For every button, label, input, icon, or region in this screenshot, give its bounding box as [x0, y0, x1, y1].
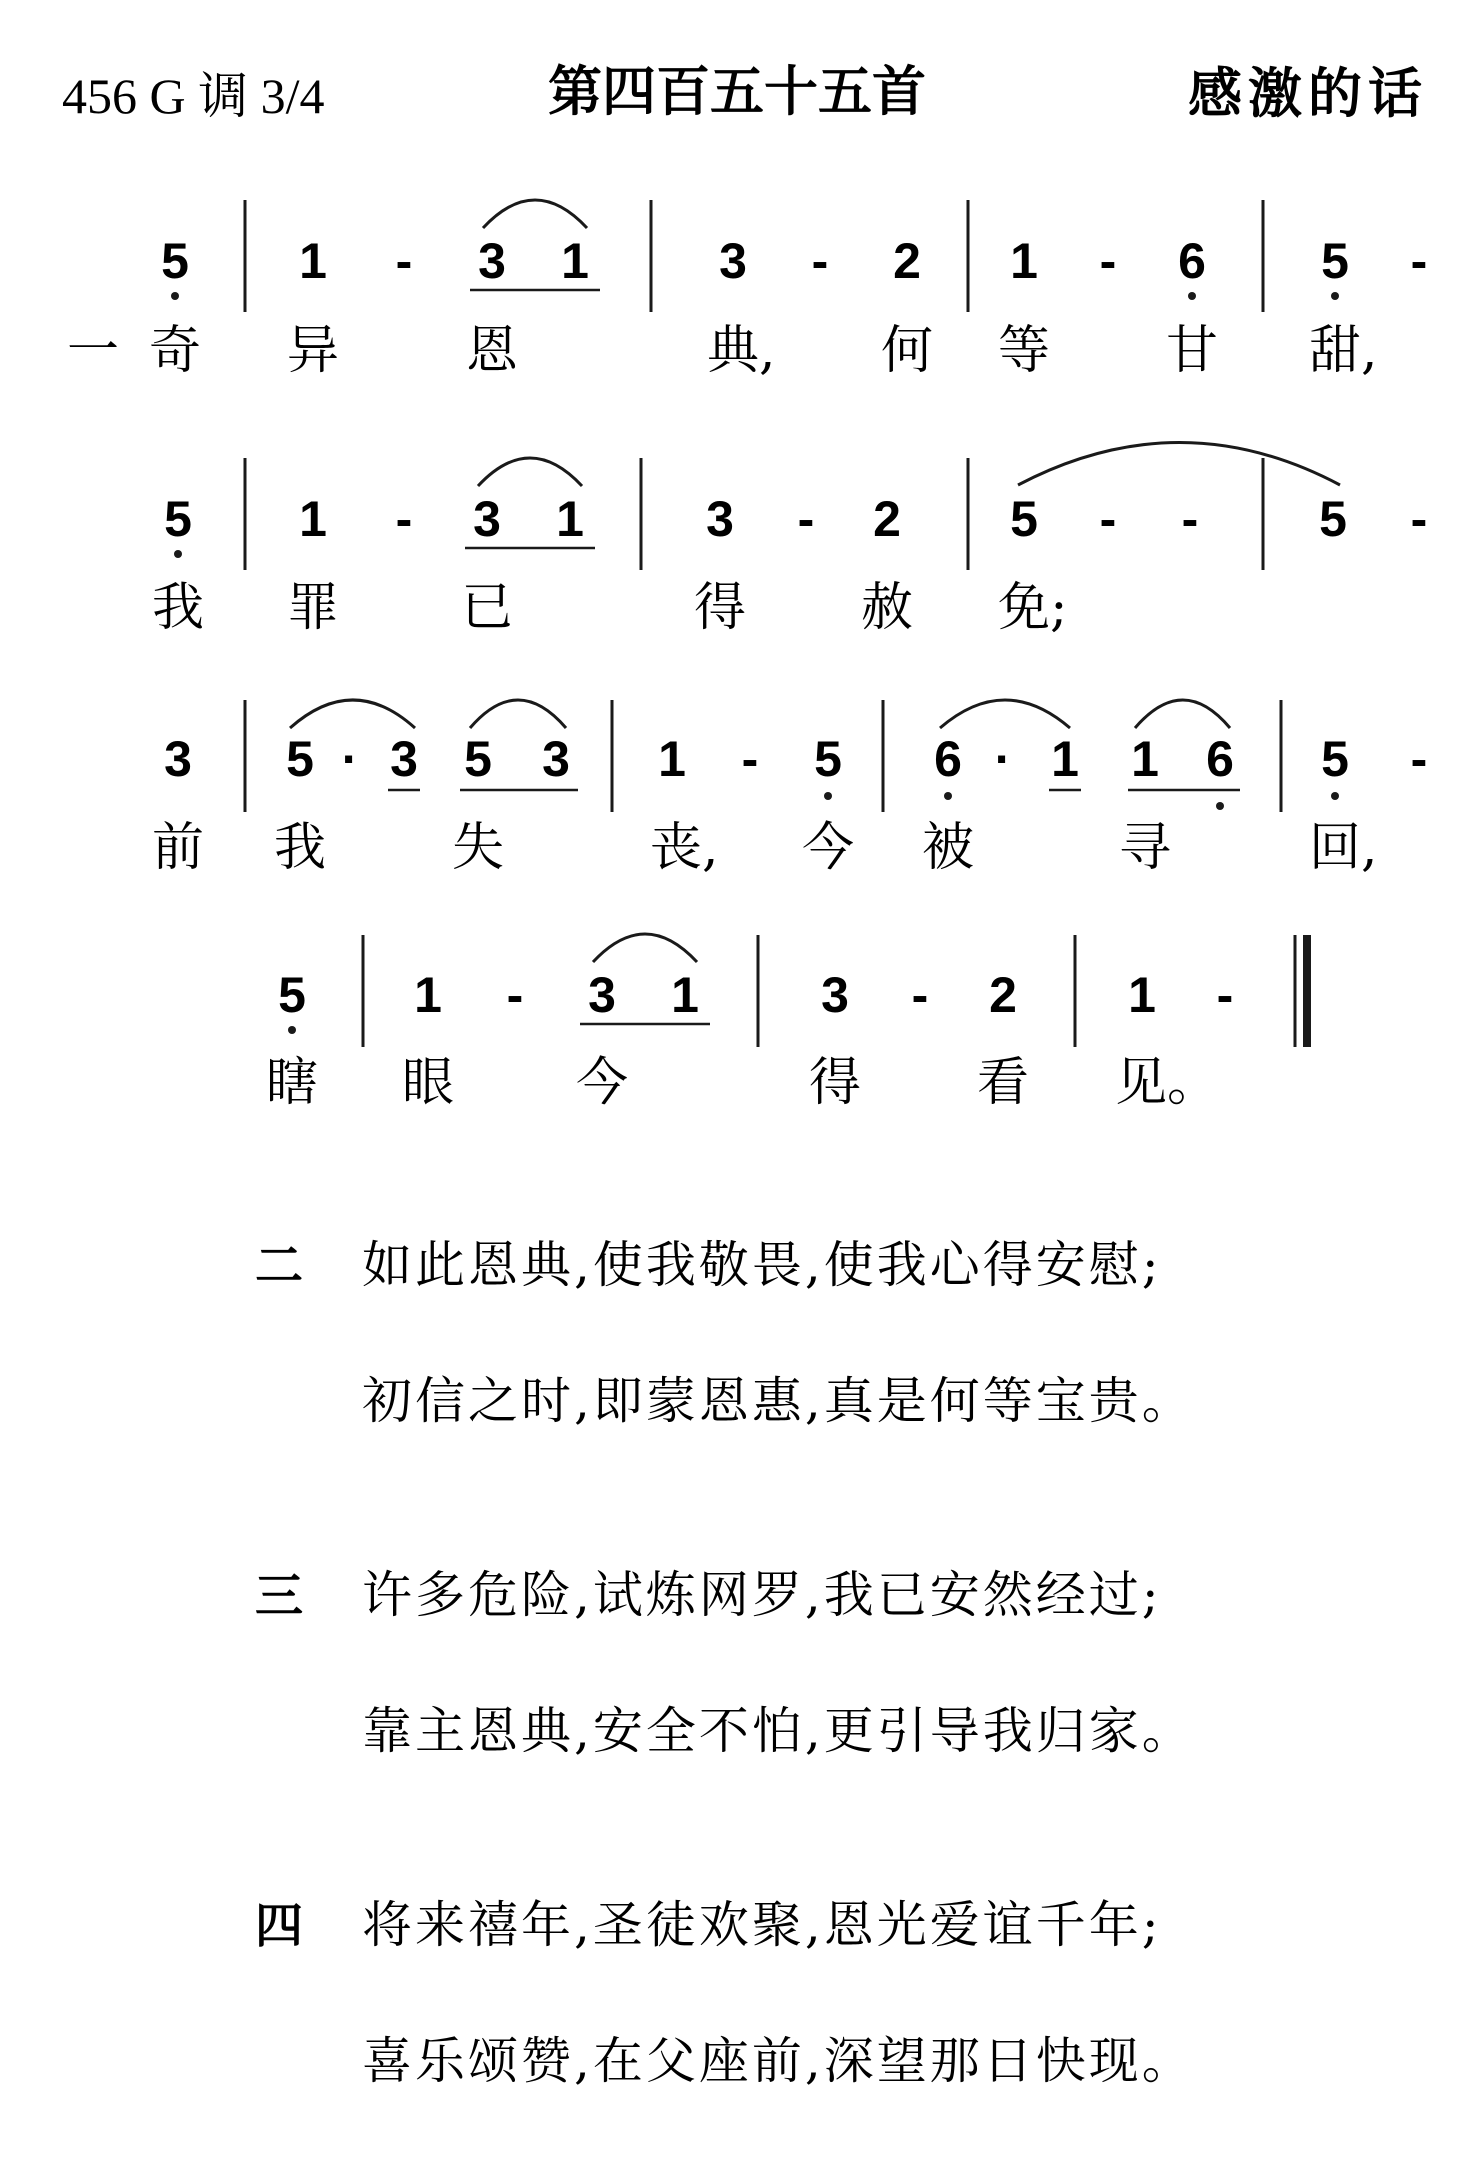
score-line-2	[152, 443, 1427, 639]
verse-line: 许多危险,试炼网罗,我已安然经过;	[362, 1566, 1162, 1624]
note-dash: -	[911, 967, 929, 1023]
lyric: 眼	[401, 1053, 455, 1113]
note-dash: -	[1410, 491, 1428, 547]
lyric: 瞎	[265, 1053, 319, 1113]
lower-octave-dot	[1216, 802, 1224, 810]
lyric: 何	[880, 321, 934, 381]
note: 1	[299, 233, 327, 289]
page-title: 第四百五十五首	[548, 60, 926, 123]
lyric: 回,	[1309, 818, 1378, 878]
lyric: 甘	[1165, 321, 1219, 381]
note-dash: -	[1099, 491, 1117, 547]
note: 5	[161, 233, 189, 289]
verse-3	[255, 1566, 1195, 1760]
note: 1	[299, 491, 327, 547]
note: 2	[989, 967, 1017, 1023]
note: 1	[1128, 967, 1156, 1023]
slur	[1135, 700, 1230, 728]
note-dash: -	[741, 731, 759, 787]
score-line-3	[152, 700, 1427, 878]
note: 6	[1206, 731, 1234, 787]
augmentation-dot: ·	[994, 731, 1012, 787]
lyric: 今	[801, 818, 855, 878]
note: 5	[278, 967, 306, 1023]
note-dash: -	[1216, 967, 1234, 1023]
verse-line: 将来禧年,圣徒欢聚,恩光爱谊千年;	[362, 1896, 1162, 1954]
note: 3	[821, 967, 849, 1023]
lyric: 奇	[148, 321, 202, 381]
lyric: 前	[151, 818, 205, 878]
note: 6	[1178, 233, 1206, 289]
note-dash: -	[797, 491, 815, 547]
note: 5	[286, 731, 314, 787]
lyric: 典,	[707, 321, 776, 381]
verse-line: 如此恩典,使我敬畏,使我心得安慰;	[362, 1236, 1162, 1294]
note: 3	[478, 233, 506, 289]
lyric: 我	[273, 818, 327, 878]
note: 1	[658, 731, 686, 787]
note: 3	[588, 967, 616, 1023]
verse-number: 三	[255, 1568, 304, 1624]
note: 1	[414, 967, 442, 1023]
note: 1	[1051, 731, 1079, 787]
score-line-1	[67, 200, 1427, 381]
score-line-4	[266, 934, 1307, 1113]
note: 3	[390, 731, 418, 787]
lyric: 恩	[465, 321, 519, 381]
note: 6	[934, 731, 962, 787]
note: 5	[464, 731, 492, 787]
note: 2	[873, 491, 901, 547]
note: 3	[719, 233, 747, 289]
lyric: 罪	[286, 578, 340, 638]
note-dash: -	[1181, 491, 1199, 547]
lyric: 免;	[998, 578, 1068, 638]
note: 5	[164, 491, 192, 547]
note-dash: -	[1410, 233, 1428, 289]
lower-octave-dot	[1331, 792, 1339, 800]
lower-octave-dot	[824, 792, 832, 800]
lyric: 丧,	[650, 818, 719, 878]
slur	[593, 934, 697, 962]
verse-line: 喜乐颂赞,在父座前,深望那日快现。	[362, 2032, 1195, 2090]
lyric: 被	[921, 818, 975, 878]
lyric: 失	[451, 818, 505, 878]
note-dash: -	[1099, 233, 1117, 289]
note: 3	[542, 731, 570, 787]
note: 5	[1321, 233, 1349, 289]
augmentation-dot: ·	[341, 731, 359, 787]
lower-octave-dot	[1331, 292, 1339, 300]
lyric: 赦	[860, 578, 914, 638]
lyric: 得	[693, 578, 747, 638]
lyric: 已	[460, 578, 514, 638]
note: 5	[1010, 491, 1038, 547]
note-dash: -	[506, 967, 524, 1023]
verse-number: 四	[255, 1898, 304, 1954]
lower-octave-dot	[944, 792, 952, 800]
slur	[478, 458, 582, 486]
verse-line: 靠主恩典,安全不怕,更引导我归家。	[362, 1702, 1195, 1760]
lyric: 一	[66, 321, 120, 381]
note: 3	[164, 731, 192, 787]
note: 1	[561, 233, 589, 289]
lyric: 等	[997, 321, 1051, 381]
slur	[290, 700, 415, 728]
lyric: 看	[976, 1053, 1030, 1113]
note: 3	[706, 491, 734, 547]
lyric: 异	[286, 321, 340, 381]
lyric: 甜,	[1309, 321, 1378, 381]
lower-octave-dot	[1188, 292, 1196, 300]
verse-4	[255, 1896, 1195, 2090]
lyric: 今	[575, 1053, 629, 1113]
note: 3	[473, 491, 501, 547]
lower-octave-dot	[174, 550, 182, 558]
hymn-key-signature: 456 G 调 3/4	[62, 68, 325, 124]
note: 5	[814, 731, 842, 787]
verse-2	[255, 1236, 1195, 1430]
tie	[1018, 443, 1340, 486]
note: 1	[1131, 731, 1159, 787]
note: 1	[556, 491, 584, 547]
note-dash: -	[395, 233, 413, 289]
lyric: 得	[808, 1053, 862, 1113]
note-dash: -	[1410, 731, 1428, 787]
lower-octave-dot	[288, 1026, 296, 1034]
slur	[470, 700, 566, 728]
note: 5	[1321, 731, 1349, 787]
slur	[483, 200, 587, 228]
note: 1	[1010, 233, 1038, 289]
note: 1	[671, 967, 699, 1023]
note: 2	[893, 233, 921, 289]
slur	[940, 700, 1070, 728]
hymn-category: 感激的话	[1188, 62, 1428, 125]
lyric: 我	[151, 578, 205, 638]
lyric: 见。	[1115, 1053, 1220, 1113]
note: 5	[1319, 491, 1347, 547]
verse-number: 二	[255, 1238, 304, 1294]
note-dash: -	[811, 233, 829, 289]
verse-line: 初信之时,即蒙恩惠,真是何等宝贵。	[362, 1372, 1195, 1430]
lyric: 寻	[1118, 818, 1172, 878]
note-dash: -	[395, 491, 413, 547]
lower-octave-dot	[171, 292, 179, 300]
